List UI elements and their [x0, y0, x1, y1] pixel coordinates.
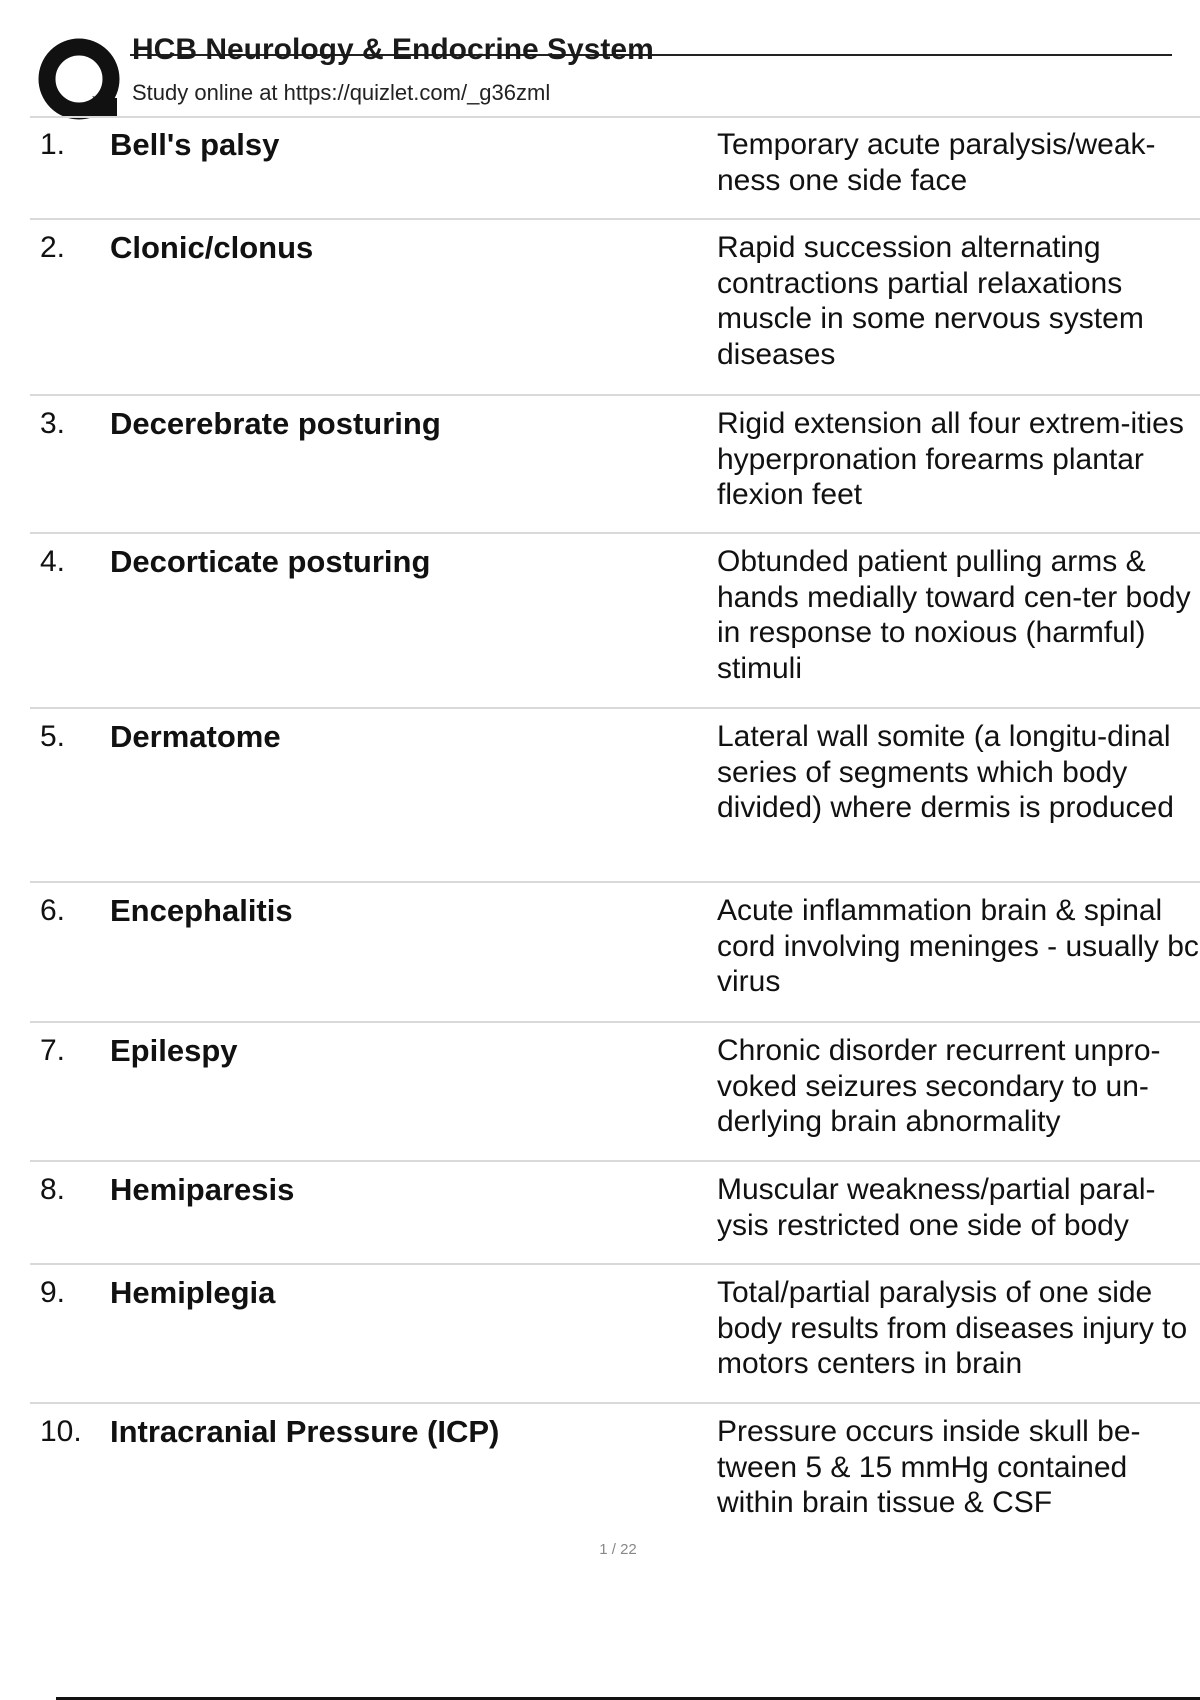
- term-word: Intracranial Pressure (ICP): [110, 1414, 500, 1449]
- term-number: 3.: [40, 407, 66, 440]
- term-word: Encephalitis: [110, 893, 293, 928]
- term-row: [30, 534, 1200, 709]
- term-definition: Muscular weakness/partial paral-ysis restricted one side of body: [717, 1173, 1156, 1242]
- term-number: 7.: [40, 1034, 66, 1067]
- term-row: [30, 1265, 1200, 1404]
- page-number: 1 / 22: [599, 1541, 637, 1558]
- term-number: 4.: [40, 545, 66, 578]
- term-number: 9.: [40, 1276, 66, 1309]
- term-number: 2.: [40, 231, 66, 264]
- study-online-link[interactable]: Study online at https://quizlet.com/_g36zml: [132, 80, 551, 105]
- deck-title: HCB Neurology & Endocrine System: [132, 33, 654, 66]
- term-definition: Rigid extension all four extrem-ities hyperpronation forearms plantar flexion feet: [717, 407, 1184, 511]
- term-row: [30, 1162, 1200, 1265]
- term-word: Epilespy: [110, 1033, 238, 1068]
- term-row: [30, 1023, 1200, 1162]
- term-row: [30, 117, 1200, 220]
- term-row: [30, 883, 1200, 1023]
- term-row: [30, 1404, 1200, 1539]
- term-row: [30, 220, 1200, 396]
- term-word: Decerebrate posturing: [110, 406, 441, 441]
- term-number: 8.: [40, 1173, 66, 1206]
- term-definition: Lateral wall somite (a longitu-dinal series of segments which body divided) where dermis is produced: [717, 720, 1174, 824]
- term-row: [30, 709, 1200, 883]
- term-definition: Obtunded patient pulling arms & hands medially toward cen-ter body in response to noxious (harmful) stimuli: [717, 545, 1191, 685]
- term-number: 1.: [40, 128, 66, 161]
- term-list: [30, 117, 1200, 1539]
- term-definition: Temporary acute paralysis/weak-ness one side face: [717, 128, 1156, 197]
- term-word: Hemiparesis: [110, 1172, 295, 1207]
- term-word: Bell's palsy: [110, 127, 280, 162]
- term-definition: Rapid succession alternating contractions partial relaxations muscle in some nervous system diseases: [717, 231, 1144, 371]
- term-word: Dermatome: [110, 719, 281, 754]
- term-word: Decorticate posturing: [110, 544, 431, 579]
- term-number: 6.: [40, 894, 66, 927]
- term-definition: Acute inflammation brain & spinal cord involving meninges - usually bc virus: [717, 894, 1199, 998]
- term-definition: Pressure occurs inside skull be-tween 5 & 15 mmHg contained within brain tissue & CSF: [717, 1415, 1141, 1519]
- term-row: [30, 396, 1200, 534]
- page-header: [30, 28, 1200, 116]
- term-word: Clonic/clonus: [110, 230, 314, 265]
- term-definition: Total/partial paralysis of one side body results from diseases injury to motors centers in brain: [717, 1276, 1188, 1380]
- term-number: 10.: [40, 1415, 82, 1448]
- term-definition: Chronic disorder recurrent unpro-voked seizures secondary to un-derlying brain abnormality: [717, 1034, 1161, 1138]
- term-word: Hemiplegia: [110, 1275, 276, 1310]
- term-number: 5.: [40, 720, 66, 753]
